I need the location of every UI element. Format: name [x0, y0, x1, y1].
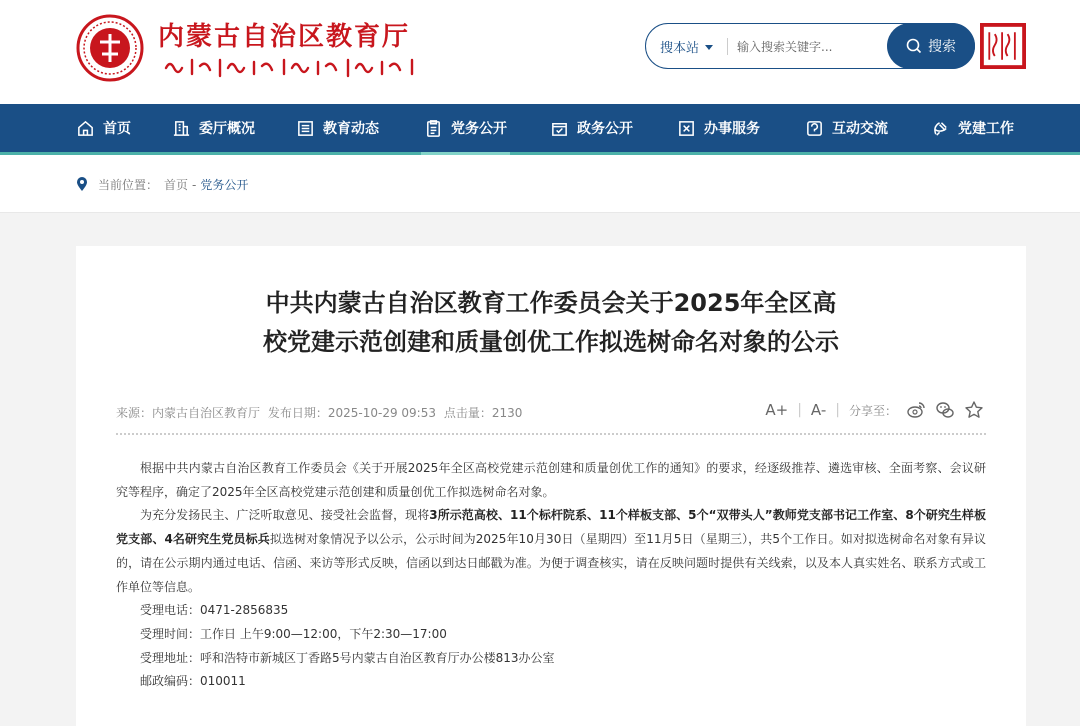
- site-name: 内蒙古自治区教育厅: [158, 22, 411, 52]
- service-icon: [677, 119, 696, 138]
- search-button-label: 搜索: [928, 39, 956, 55]
- nav-item-label: 委厅概况: [199, 121, 255, 137]
- divider: |: [835, 402, 840, 418]
- search-icon: [906, 38, 922, 54]
- nav-item-news[interactable]: [296, 104, 379, 152]
- breadcrumb-prefix: 当前位置：: [98, 178, 159, 192]
- building-icon: [172, 119, 191, 138]
- nav-item-services[interactable]: [677, 104, 760, 152]
- education-emblem-logo[interactable]: [76, 14, 144, 82]
- location-pin-icon: [76, 177, 88, 192]
- nav-item-label: 政务公开: [577, 121, 633, 137]
- breadcrumb-current-link[interactable]: 党务公开: [200, 178, 249, 192]
- favorite-star-icon[interactable]: [964, 400, 984, 420]
- nav-item-label: 办事服务: [704, 121, 760, 137]
- weibo-share-icon[interactable]: [906, 400, 926, 420]
- search-scope-dropdown[interactable]: [660, 37, 713, 56]
- article-source: 来源：内蒙古自治区教育厅: [116, 406, 261, 420]
- paragraph-text: 拟选树对象情况予以公示，公示时间为2025年10月30日（星期四）至11月5日（星期三），共5个工作日。如对拟选树命名对象有异议的，请在公示期内通过电话、信函、来访等形式反映，信函以到达日邮戳为准。为便于调查核实，请在反映问题时提供有关线索，以及本人真实姓名、联系方式或工作单位等信息。: [116, 532, 986, 594]
- wechat-share-icon[interactable]: [935, 400, 955, 420]
- article-tools: [765, 400, 984, 420]
- nav-item-label: 教育动态: [323, 121, 379, 137]
- paragraph-text: 为充分发扬民主、广泛听取意见、接受社会监督，现将: [140, 508, 430, 523]
- nav-item-label: 党建工作: [958, 121, 1014, 137]
- nav-item-party-building[interactable]: [931, 104, 1014, 152]
- article-title-line: 中共内蒙古自治区教育工作委员会关于2025年全区高: [265, 289, 837, 317]
- nav-item-label: 党务公开: [451, 121, 507, 137]
- party-emblem-icon: [931, 119, 950, 138]
- chevron-down-icon: [705, 45, 713, 50]
- mongolian-seal-logo[interactable]: [980, 23, 1026, 69]
- contact-hours: 受理时间：工作日 上午9:00—12:00，下午2:30—17:00: [140, 626, 447, 641]
- article-meta: [116, 404, 526, 421]
- list-icon: [296, 119, 315, 138]
- main-nav: [0, 104, 1080, 155]
- nav-item-government-affairs[interactable]: [550, 104, 633, 152]
- font-decrease-button[interactable]: A-: [810, 401, 827, 419]
- paragraph-bold-text: 3所示范高校、11个标杆院系、11个样板支部、5个“双带头人”教师党支部书记工作室、8个研究生样板党支部、4名研究生党员标兵: [116, 508, 986, 547]
- divider: [116, 433, 986, 435]
- nav-item-interaction[interactable]: [805, 104, 888, 152]
- divider: [727, 38, 728, 55]
- article-paragraph: [116, 504, 986, 599]
- article-card: [76, 246, 1026, 726]
- breadcrumb-home-link[interactable]: 首页: [164, 178, 189, 192]
- article-title-line: 校党建示范创建和质量创优工作拟选树命名对象的公示: [263, 328, 839, 356]
- site-header: [0, 0, 1080, 104]
- article-click-count: 点击量：2130: [443, 406, 523, 420]
- article-title: [76, 284, 1026, 362]
- clipboard-icon: [424, 119, 443, 138]
- share-label: 分享至：: [848, 403, 897, 418]
- divider: |: [797, 402, 802, 418]
- chat-icon: [805, 119, 824, 138]
- font-increase-button[interactable]: A+: [765, 401, 789, 419]
- nav-item-label: 互动交流: [832, 121, 888, 137]
- document-check-icon: [550, 119, 569, 138]
- mongolian-script-logo: [162, 56, 424, 78]
- nav-item-label: 首页: [103, 121, 131, 137]
- home-icon: [76, 119, 95, 138]
- breadcrumb: [76, 176, 248, 193]
- nav-item-home[interactable]: [76, 104, 131, 152]
- search-input[interactable]: [737, 35, 882, 58]
- search-box: [645, 23, 975, 69]
- breadcrumb-separator: -: [192, 177, 197, 192]
- nav-item-party-affairs[interactable]: [424, 104, 507, 152]
- contact-phone: 受理电话：0471-2856835: [140, 603, 289, 618]
- search-button[interactable]: [887, 23, 975, 69]
- article-paragraph: 根据中共内蒙古自治区教育工作委员会《关于开展2025年全区高校党建示范创建和质量创优工作的通知》的要求，经逐级推荐、遴选审核、全面考察、会议研究等程序，确定了2025年全区高校党建示范创建和质量创优工作拟选树命名对象。: [116, 461, 986, 499]
- breadcrumb-bar: [0, 155, 1080, 213]
- nav-item-overview[interactable]: [172, 104, 255, 152]
- search-scope-label: 搜本站: [660, 41, 700, 56]
- article-date: 发布日期：2025-10-29 09:53: [267, 406, 436, 420]
- contact-address: 受理地址：呼和浩特市新城区丁香路5号内蒙古自治区教育厅办公楼813办公室: [140, 650, 555, 665]
- contact-postcode: 邮政编码：010011: [140, 674, 246, 689]
- article-body: [116, 457, 986, 694]
